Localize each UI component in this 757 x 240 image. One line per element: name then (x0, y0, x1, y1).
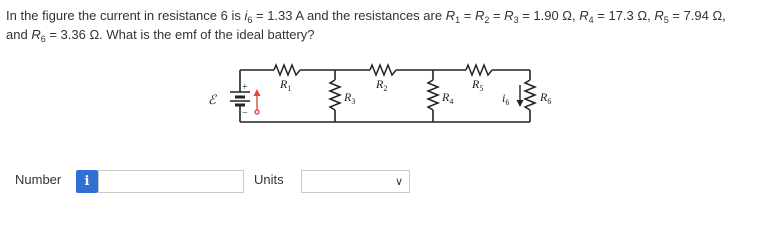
subscript: 5 (663, 15, 669, 25)
subscript: 4 (588, 15, 594, 25)
resistor-r2 (370, 65, 396, 75)
i6-label: $i_6$ (502, 91, 510, 107)
number-input[interactable] (98, 170, 244, 193)
units-label: Units (254, 172, 284, 187)
question-part: = 1.33 A and the resistances are (252, 8, 446, 23)
answer-row (0, 164, 757, 196)
emf-label: ℰ (208, 92, 216, 107)
battery-plus-sign: + (242, 82, 248, 93)
battery-minus-sign: − (242, 108, 248, 119)
units-select[interactable] (301, 170, 410, 193)
question-part: = 1.90 Ω, (518, 8, 580, 23)
question-text (6, 6, 751, 44)
number-label: Number (15, 172, 62, 187)
resistance-symbol: R (504, 8, 514, 23)
r3-label: $R_3$ (344, 90, 356, 106)
current-symbol: i (244, 8, 248, 23)
current-arrow-icon (517, 85, 524, 107)
chevron-down-icon: ∨ (394, 176, 403, 188)
r2-label: $R_2$ (376, 77, 388, 93)
resistor-r4 (428, 80, 438, 110)
question-part: = (489, 8, 505, 23)
resistor-r5 (466, 65, 492, 75)
r4-label: $R_4$ (442, 90, 454, 106)
question-part: = 7.94 Ω, and (6, 8, 726, 42)
question-part: = 3.36 Ω. What is the emf of the ideal battery? (45, 27, 315, 42)
r6-label: $R_6$ (540, 90, 552, 106)
question-part: In the figure the current in resistance 6 is (6, 8, 245, 23)
r1-label: $R_1$ (280, 77, 292, 93)
circuit-diagram (190, 52, 560, 142)
resistance-symbol: R (445, 8, 456, 23)
resistor-r3 (330, 80, 340, 110)
subscript: 6 (40, 34, 46, 44)
question-part: = (460, 8, 475, 23)
resistor-r1 (274, 65, 300, 75)
info-icon[interactable]: i (76, 170, 98, 193)
subscript: 2 (484, 15, 490, 25)
resistance-symbol: R (474, 8, 485, 23)
r5-label: $R_5$ (472, 77, 484, 93)
resistance-symbol: R (654, 8, 664, 23)
subscript: 1 (455, 15, 461, 25)
subscript: 6 (247, 15, 253, 25)
question-part: = 17.3 Ω, (593, 8, 655, 23)
resistor-r6 (525, 80, 535, 110)
resistance-symbol: R (31, 27, 41, 42)
resistance-symbol: R (579, 8, 589, 23)
battery-arrow-icon (254, 89, 261, 114)
subscript: 3 (513, 15, 519, 25)
